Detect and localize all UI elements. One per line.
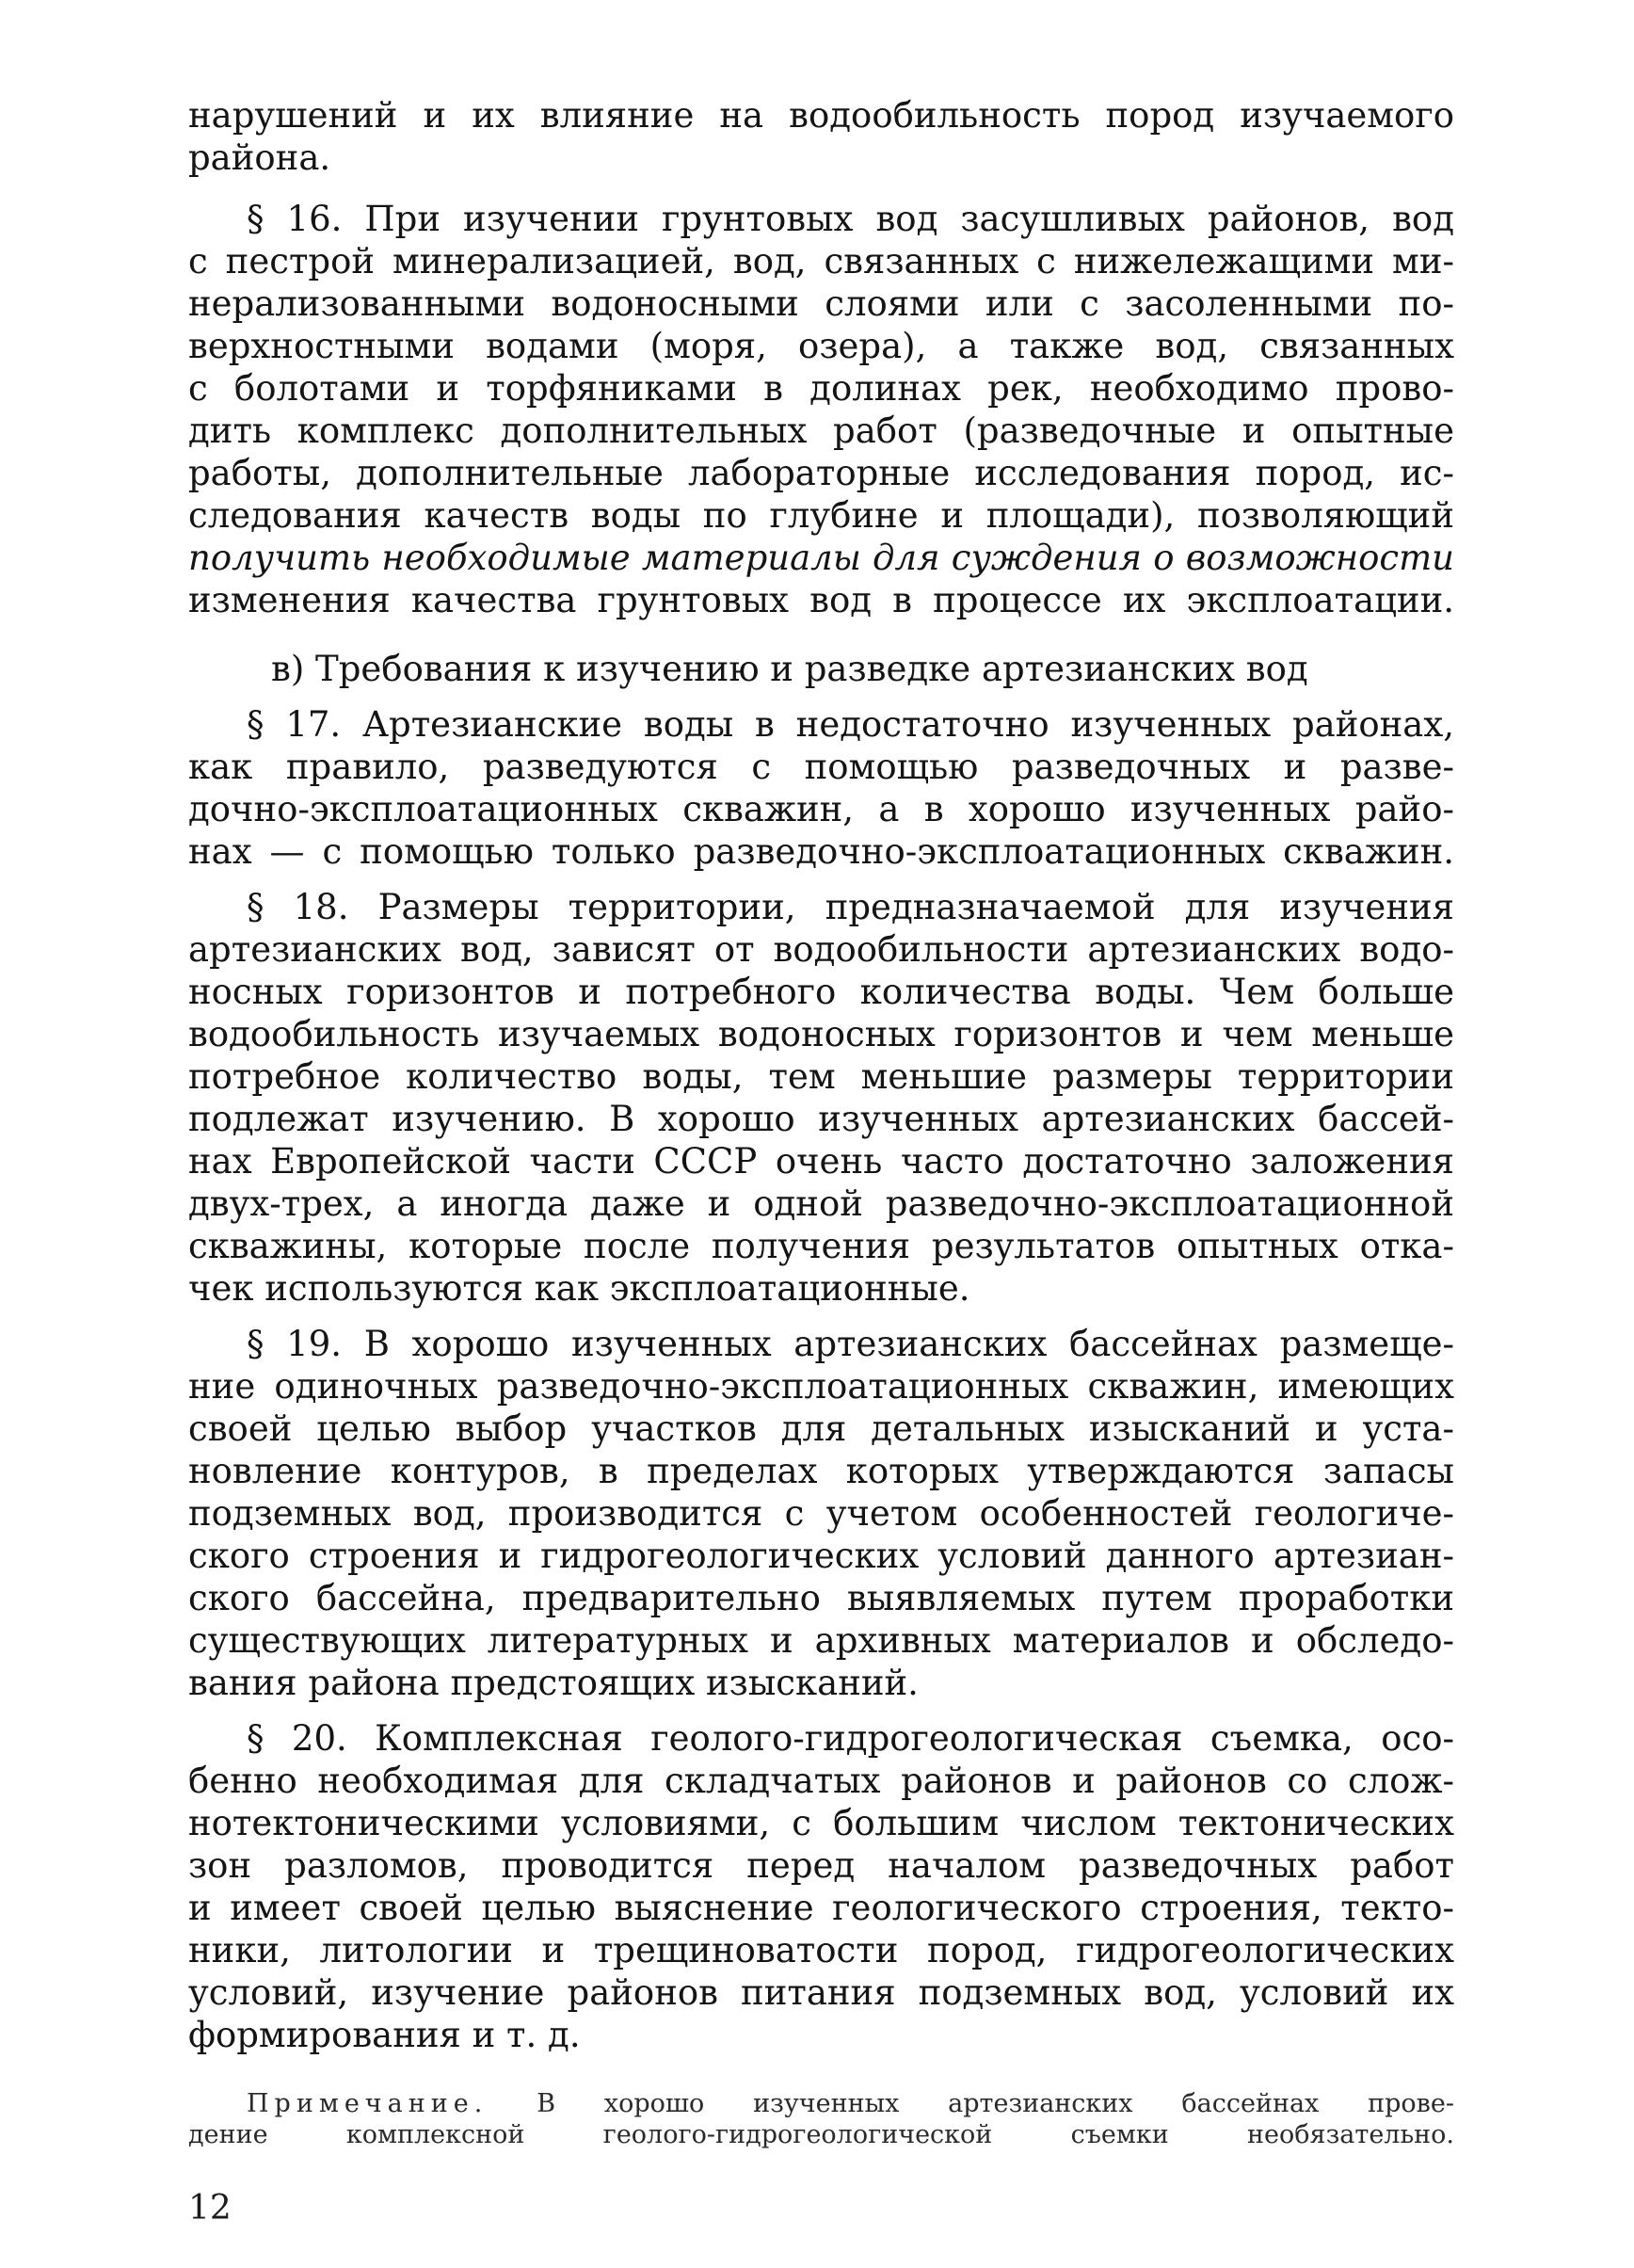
text-line: получить необходимые материалы для суждения о возможности	[188, 538, 1454, 578]
footnote	[188, 2088, 1454, 2150]
text-line: с пестрой минерализацией, вод, связанных с нижележащими ми-	[188, 241, 1454, 281]
text-line: дить комплекс дополнительных работ (разведочные и опытные	[188, 410, 1454, 451]
text-line: артезианских вод, зависят от водообильности артезианских водо-	[188, 929, 1454, 970]
text-line: бенно необходимая для складчатых районов и районов со слож-	[188, 1761, 1454, 1801]
text-line: работы, дополнительные лабораторные исследования пород, ис-	[188, 453, 1454, 493]
text-line: подлежат изучению. В хорошо изученных артезианских бассей-	[188, 1099, 1454, 1139]
text-line: новление контуров, в пределах которых утверждаются запасы	[188, 1451, 1454, 1491]
text-line: района.	[188, 137, 331, 178]
text-line: § 16. При изучении грунтовых вод засушливых районов, вод	[247, 199, 1454, 239]
footnote-text: В хорошо изученных артезианских бассейнах прове-	[537, 2089, 1454, 2118]
text-line: ние одиночных разведочно-эксплоатационных скважин, имеющих	[188, 1366, 1454, 1407]
text-line: § 18. Размеры территории, предназначаемой для изучения	[247, 887, 1454, 927]
text-line: скважины, которые после получения результатов опытных отка-	[188, 1226, 1454, 1266]
paragraph-section-17	[188, 703, 1454, 873]
section-heading-text: в) Требования к изучению и разведке артезианских вод	[271, 649, 1308, 689]
text-line: потребное количество воды, тем меньшие размеры территории	[188, 1056, 1454, 1097]
text-line: ского бассейна, предварительно выявляемых путем проработки	[188, 1578, 1454, 1618]
page-number: 12	[188, 2189, 232, 2228]
text-line: вания района предстоящих изысканий.	[188, 1663, 919, 1703]
paragraph-section-20	[188, 1717, 1454, 2056]
text-line: нерализованными водоносными слоями или с засоленными по-	[188, 283, 1454, 324]
footnote-label: Примечание.	[247, 2089, 489, 2118]
text-line: дочно-эксплоатационных скважин, а в хорошо изученных райо-	[188, 789, 1454, 829]
paragraph-section-19	[188, 1323, 1454, 1704]
text-line: ского строения и гидрогеологических условий данного артезиан-	[188, 1536, 1454, 1576]
text-line: существующих литературных и архивных материалов и обследо-	[188, 1620, 1454, 1661]
text-line: водообильность изучаемых водоносных горизонтов и чем меньше	[188, 1014, 1454, 1054]
text-line: ники, литологии и трещиноватости пород, гидрогеологических	[188, 1930, 1454, 1970]
text-line: и имеет своей целью выяснение геологического строения, текто-	[188, 1888, 1454, 1928]
text-line: своей целью выбор участков для детальных изысканий и уста-	[188, 1408, 1454, 1449]
paragraph-section-18	[188, 886, 1454, 1310]
footnote-line	[188, 2088, 1454, 2119]
text-line: нотектоническими условиями, с большим числом тектонических	[188, 1803, 1454, 1843]
text-line: формирования и т. д.	[188, 2015, 581, 2055]
section-heading	[188, 648, 1454, 690]
paragraph-intro	[188, 94, 1454, 179]
text-line: § 20. Комплексная геолого-гидрогеологическая съемка, осо-	[247, 1718, 1454, 1759]
text-line: верхностными водами (моря, озера), а также вод, связанных	[188, 326, 1454, 366]
text-line: подземных вод, производится с учетом особенностей геологиче-	[188, 1493, 1454, 1534]
footnote-line: дение комплексной геолого-гидрогеологической съемки необязательно.	[188, 2120, 1454, 2149]
page-body	[188, 94, 1454, 2150]
text-line: нах Европейской части СССР очень часто достаточно заложения	[188, 1141, 1454, 1182]
text-line: условий, изучение районов питания подземных вод, условий их	[188, 1972, 1454, 2013]
text-line: двух-трех, а иногда даже и одной разведочно-эксплоатационной	[188, 1183, 1454, 1224]
text-line: носных горизонтов и потребного количества воды. Чем больше	[188, 972, 1454, 1012]
text-line: как правило, разведуются с помощью разведочных и разве-	[188, 747, 1454, 787]
text-line: следования качеств воды по глубине и площади), позволяющий	[188, 495, 1454, 536]
text-line: § 17. Артезианские воды в недостаточно изученных районах,	[247, 704, 1454, 745]
text-line: § 19. В хорошо изученных артезианских бассейнах размеще-	[247, 1324, 1454, 1364]
text-line: нах — с помощью только разведочно-эксплоатационных скважин.	[188, 831, 1454, 872]
text-line: нарушений и их влияние на водообильность пород изучаемого	[188, 95, 1454, 136]
text-line: с болотами и торфяниками в долинах рек, необходимо прово-	[188, 368, 1454, 409]
text-line: чек используются как эксплоатационные.	[188, 1268, 970, 1309]
paragraph-section-16	[188, 198, 1454, 621]
text-line: изменения качества грунтовых вод в процессе их эксплоатации.	[188, 580, 1454, 620]
text-line: зон разломов, проводится перед началом разведочных работ	[188, 1845, 1454, 1886]
